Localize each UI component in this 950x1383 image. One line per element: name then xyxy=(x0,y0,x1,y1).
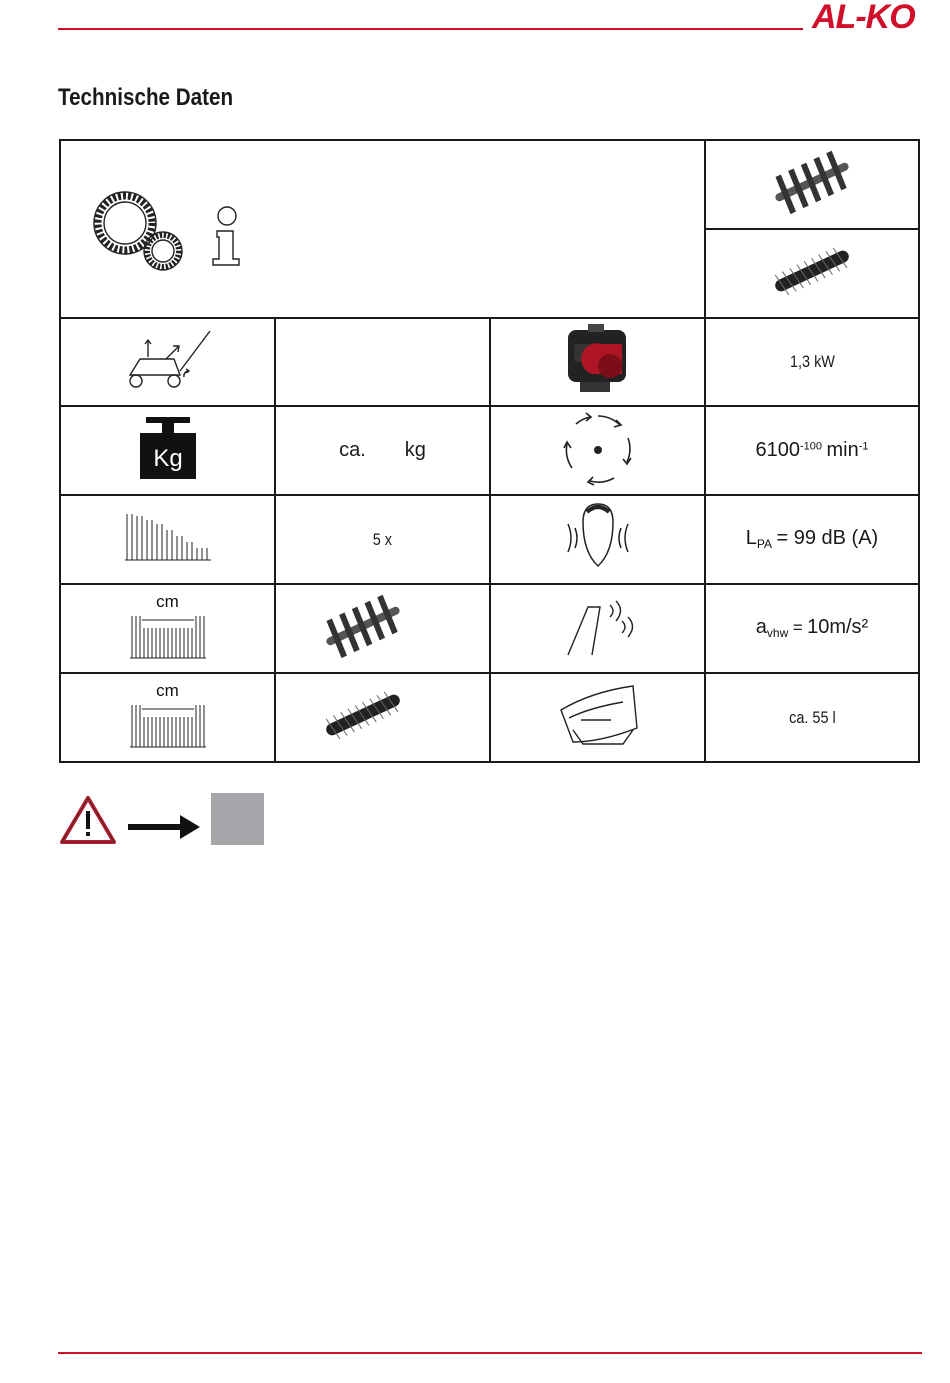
spike-roller-icon xyxy=(767,147,857,217)
rotation-speed-icon xyxy=(558,408,638,488)
engine-icon xyxy=(558,322,638,398)
power-value: 1,3 kW xyxy=(789,352,835,371)
sound-symbol: L xyxy=(745,527,757,550)
header-rule xyxy=(58,28,803,30)
speed-tolerance: -100 xyxy=(800,440,823,453)
working-width-icon-2 xyxy=(128,703,208,749)
empty-cell xyxy=(275,318,490,406)
handle-vibration-icon xyxy=(558,591,638,661)
scarifier-device-icon xyxy=(118,325,218,395)
spike-roller-width-cell xyxy=(275,584,490,673)
engine-icon-cell xyxy=(490,318,705,406)
catcher-cell xyxy=(705,673,919,762)
brush-roller-small-icon xyxy=(318,685,408,745)
vibration-icon-cell xyxy=(490,584,705,673)
sound-subscript: PA xyxy=(756,537,773,552)
brush-roller-width-cell xyxy=(275,673,490,762)
gears-info-icon xyxy=(79,179,269,279)
weight-icon-label: Kg xyxy=(152,445,183,472)
sound-cell xyxy=(705,495,919,584)
speed-unit: min xyxy=(826,439,859,461)
speed-unit-exponent: -1 xyxy=(858,440,869,453)
brush-roller-cell xyxy=(705,229,919,318)
spike-roller-small-icon xyxy=(318,591,408,661)
device-type-cell xyxy=(60,318,275,406)
vibration-symbol: a xyxy=(755,616,767,639)
spec-table xyxy=(59,139,920,763)
height-settings-cell xyxy=(275,495,490,584)
weight-unit: kg xyxy=(404,439,426,461)
sound-value: = 99 dB (A) xyxy=(776,527,879,550)
power-cell xyxy=(705,318,919,406)
height-icon-cell xyxy=(60,495,275,584)
page-title: Technische Daten xyxy=(58,84,234,111)
weight-icon-cell xyxy=(60,406,275,495)
vibration-value: 10m/s² xyxy=(807,616,869,639)
weight-prefix: ca. xyxy=(339,439,366,461)
working-width-icon xyxy=(128,614,208,660)
height-settings-value: 5 x xyxy=(372,529,393,549)
height-settings-icon xyxy=(123,512,213,562)
reference-box xyxy=(211,793,264,845)
brush-roller-icon xyxy=(767,241,857,301)
vibration-subscript: vhw xyxy=(766,626,789,641)
weight-icon xyxy=(138,415,198,481)
spike-roller-cell xyxy=(705,140,919,229)
brand-logo: AL-KO xyxy=(812,0,915,36)
width-brush-icon-cell xyxy=(60,673,275,762)
speed-icon-cell xyxy=(490,406,705,495)
footer-rule xyxy=(58,1352,922,1354)
noise-icon-cell xyxy=(490,495,705,584)
width-spike-icon-cell xyxy=(60,584,275,673)
catcher-value: ca. 55 l xyxy=(788,707,836,727)
grass-catcher-icon xyxy=(553,682,643,748)
width-unit-label: cm xyxy=(156,592,179,611)
warning-triangle-icon xyxy=(60,795,116,845)
weight-cell xyxy=(275,406,490,495)
speed-cell xyxy=(705,406,919,495)
info-cell xyxy=(60,140,705,318)
speed-base: 6100 xyxy=(755,439,800,461)
catcher-icon-cell xyxy=(490,673,705,762)
vibration-eq: = xyxy=(792,618,803,638)
noise-ear-icon xyxy=(553,502,643,572)
width-unit-label-2: cm xyxy=(156,681,179,700)
warning-row xyxy=(60,793,270,847)
arrow-right-icon xyxy=(128,813,200,843)
vibration-cell xyxy=(705,584,919,673)
